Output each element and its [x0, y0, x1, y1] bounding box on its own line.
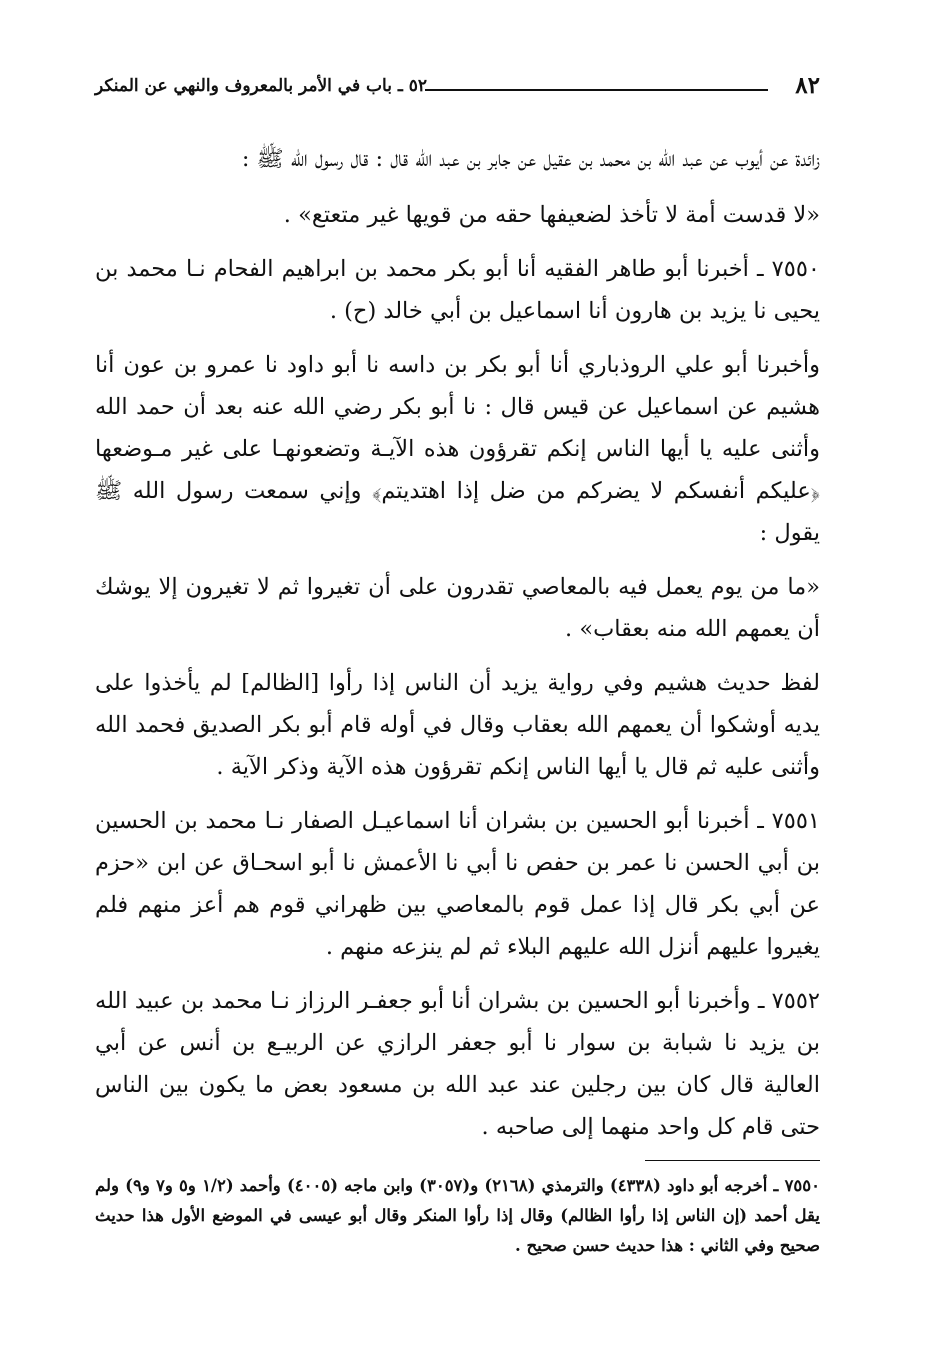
paragraph: زائدة عن أيوب عن عبد الله بن محمد بن عقيل عن جابر بن عبد الله قال : قال رسول الله ﷺ : — [241, 146, 820, 172]
book-page — [95, 70, 820, 1261]
paragraph: وأخبرنا أبو علي الروذباري أنا أبو بكر بن داسه نا أبو داود نا عمرو بن عون أنا هشيم عن اسماعيل عن قيس قال : نا أبو بكر رضي الله عنه بعد أن حمد الله وأثنى عليه يا أيها الناس إنكم تقرؤون هذه الآيـة وتضعونهـا على غير مـوضعها ﴿عليكم أنفسكم لا يضركم من ضل إذا اهتديتم﴾ وإني سمعت رسول الله ﷺ يقول : — [95, 352, 820, 546]
page-header — [95, 70, 820, 110]
page-number: ٨٢ — [795, 72, 820, 99]
hadith-7551: ٧٥٥١ ـ أخبرنا أبو الحسين بن بشران أنا اسماعيـل الصفار نـا محمد بن الحسين بن أبي الحسن نا عمر بن حفص نا أبي نا الأعمش نا أبو اسحـاق عن ابن «حزم عن أبي بكر قال إذا عمل قوم بالمعاصي بين ظهراني قوم هم أعز منهم فلم يغيروا عليهم أنزل الله عليهم البلاء ثم لم ينزعه منهم . — [95, 808, 820, 960]
hadith-7552: ٧٥٥٢ ـ وأخبرنا أبو الحسين بن بشران أنا أبو جعفـر الرزاز نـا محمد بن عبيد الله بن يزيد نا شبابة بن سوار نا أبو جعفر الرازي عن الربيـع بن أنس عن أبي العالية قال كان بين رجلين عند عبد الله بن مسعود بعض ما يكون بين الناس حتى قام كل واحد منهما إلى صاحبه . — [95, 988, 820, 1140]
footnote-rule — [645, 1160, 820, 1161]
paragraph: لفظ حديث هشيم وفي رواية يزيد أن الناس إذا رأوا [الظالم] لم يأخذوا على يديه أوشكوا أن يعمهم الله بعقاب وقال في أوله قام أبو بكر الصديق فحمد الله وأثنى عليه ثم قال يا أيها الناس إنكم تقرؤون هذه الآية وذكر الآية . — [95, 670, 820, 780]
header-rule — [425, 89, 768, 91]
footnote: ٧٥٥٠ ـ أخرجه أبو داود (٤٣٣٨) والترمذي (٢١٦٨) و(٣٠٥٧) وابن ماجه (٤٠٠٥) وأحمد (١/٢ و٥ و٧ و٩) ولم يقل أحمد (إن الناس إذا رأوا الظالم) وقال إذا رأوا المنكر وقال أبو عيسى في الموضع الأول هذا حديث صحيح وفي الثاني : هذا حديث حسن صحيح . — [95, 1176, 821, 1255]
hadith-7550: ٧٥٥٠ ـ أخبرنا أبو طاهر الفقيه أنا أبو بكر محمد بن ابراهيم الفحام نـا محمد بن يحيى نا يزيد بن هارون أنا اسماعيل بن أبي خالد (ح) . — [95, 256, 820, 324]
hadith-quote: «لا قدست أمة لا تأخذ لضعيفها حقه من قويها غير متعتع» . — [283, 202, 820, 228]
chapter-title: ٥٢ ـ باب في الأمر بالمعروف والنهي عن المنكر — [95, 76, 428, 96]
body-text — [95, 138, 820, 1148]
hadith-quote: «ما من يوم يعمل فيه بالمعاصي تقدرون على أن تغيروا ثم لا تغيرون إلا يوشك أن يعمهم الله منه بعقاب» . — [95, 574, 820, 642]
